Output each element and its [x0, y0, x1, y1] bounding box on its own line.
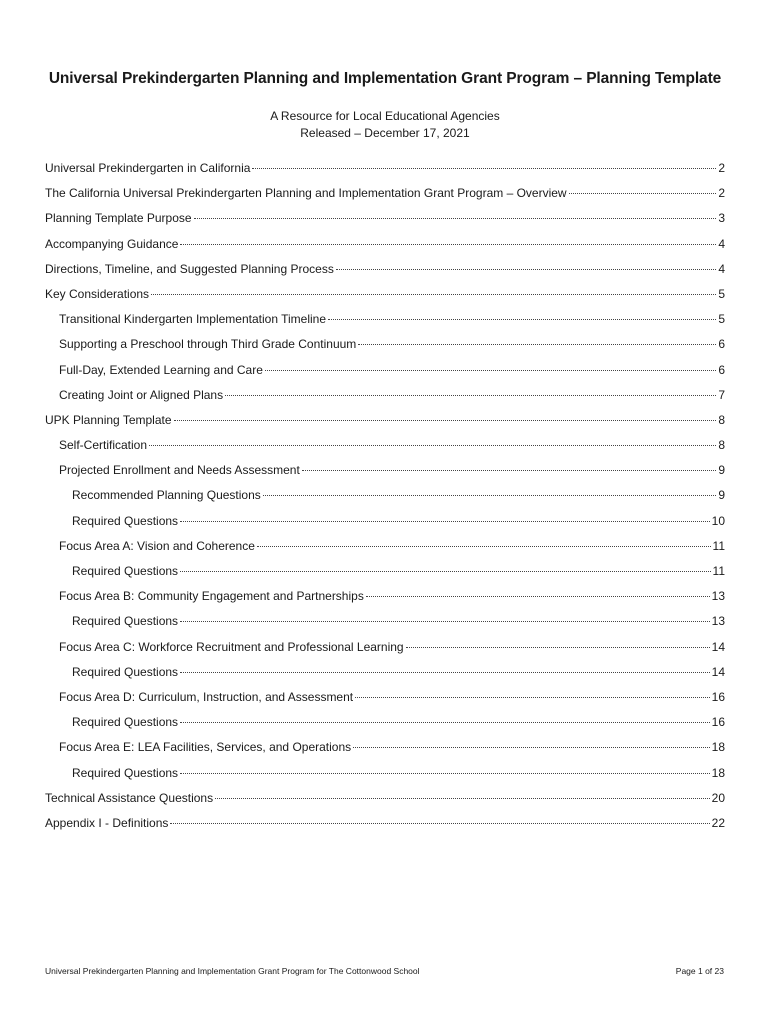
toc-entry[interactable]: [45, 262, 725, 287]
toc-entry-page: 8: [718, 438, 725, 453]
toc-entry-title: Full-Day, Extended Learning and Care: [59, 362, 263, 377]
toc-entry[interactable]: [45, 463, 725, 488]
toc-entry[interactable]: [45, 438, 725, 463]
toc-entry-title: UPK Planning Template: [45, 412, 172, 427]
toc-dot-leader: [366, 596, 710, 597]
toc-entry-title: Focus Area C: Workforce Recruitment and Professional Learning: [59, 639, 404, 654]
toc-entry[interactable]: [45, 589, 725, 614]
toc-entry[interactable]: [45, 614, 725, 639]
toc-entry[interactable]: [45, 211, 725, 236]
toc-dot-leader: [180, 244, 716, 245]
toc-entry-title: Self-Certification: [59, 438, 148, 453]
toc-entry-title: Required Questions: [72, 664, 179, 679]
toc-dot-leader: [180, 773, 710, 774]
toc-entry-page: 14: [711, 664, 725, 679]
toc-dot-leader: [151, 294, 716, 295]
toc-entry-page: 8: [718, 412, 725, 427]
toc-dot-leader: [180, 621, 710, 622]
toc-entry-page: 14: [711, 639, 725, 654]
toc-entry-title: Required Questions: [72, 513, 179, 528]
toc-dot-leader: [180, 571, 710, 572]
toc-entry-page: 13: [711, 614, 725, 629]
toc-entry[interactable]: [45, 715, 725, 740]
toc-entry-title: The California Universal Prekindergarten Planning and Implementation Grant Program – Overview: [45, 186, 567, 201]
toc-entry[interactable]: [45, 514, 725, 539]
toc-entry[interactable]: [45, 816, 725, 841]
toc-entry-title: Key Considerations: [45, 286, 150, 301]
table-of-contents: [45, 161, 725, 841]
toc-entry-title: Focus Area D: Curriculum, Instruction, and Assessment: [59, 689, 354, 704]
toc-dot-leader: [180, 672, 710, 673]
toc-dot-leader: [174, 420, 717, 421]
toc-entry-page: 18: [711, 740, 725, 755]
toc-entry[interactable]: [45, 287, 725, 312]
toc-entry[interactable]: [45, 539, 725, 564]
toc-entry-page: 22: [711, 815, 725, 830]
toc-entry-page: 20: [711, 790, 725, 805]
toc-entry-page: 9: [718, 463, 725, 478]
toc-entry-page: 5: [718, 312, 725, 327]
toc-entry[interactable]: [45, 237, 725, 262]
toc-entry-page: 13: [711, 589, 725, 604]
toc-entry[interactable]: [45, 388, 725, 413]
toc-dot-leader: [252, 168, 716, 169]
toc-dot-leader: [355, 697, 710, 698]
toc-entry[interactable]: [45, 186, 725, 211]
toc-entry-page: 16: [711, 715, 725, 730]
toc-entry-title: Focus Area B: Community Engagement and Partnerships: [59, 589, 364, 604]
toc-entry-page: 4: [718, 261, 725, 276]
toc-entry[interactable]: [45, 413, 725, 438]
toc-entry-title: Recommended Planning Questions: [72, 488, 261, 503]
release-date: Released – December 17, 2021: [300, 126, 470, 140]
toc-dot-leader: [328, 319, 716, 320]
toc-entry[interactable]: [45, 312, 725, 337]
toc-entry-title: Directions, Timeline, and Suggested Planning Process: [45, 261, 334, 276]
footer-document-name: Universal Prekindergarten Planning and Implementation Grant Program for The Cottonwood School: [45, 966, 420, 976]
toc-entry-page: 3: [718, 211, 725, 226]
toc-entry-page: 5: [718, 286, 725, 301]
toc-dot-leader: [569, 193, 717, 194]
toc-entry[interactable]: [45, 766, 725, 791]
document-title: Universal Prekindergarten Planning and Implementation Grant Program – Planning Template: [48, 70, 722, 87]
toc-entry-title: Creating Joint or Aligned Plans: [59, 387, 224, 402]
toc-entry[interactable]: [45, 161, 725, 186]
toc-entry-title: Universal Prekindergarten in California: [45, 161, 251, 175]
toc-entry-page: 11: [712, 564, 725, 578]
toc-entry-title: Focus Area E: LEA Facilities, Services, and Operations: [59, 740, 352, 755]
toc-entry-title: Planning Template Purpose: [45, 211, 192, 226]
toc-entry-title: Supporting a Preschool through Third Grade Continuum: [59, 337, 357, 352]
toc-dot-leader: [302, 470, 717, 471]
toc-entry-page: 7: [718, 387, 725, 402]
toc-dot-leader: [265, 370, 716, 371]
toc-entry-title: Required Questions: [72, 715, 179, 730]
toc-entry-page: 6: [718, 337, 725, 352]
toc-entry-title: Required Questions: [72, 765, 179, 780]
toc-dot-leader: [180, 722, 710, 723]
toc-entry-page: 10: [711, 513, 725, 528]
toc-entry-page: 18: [711, 765, 725, 780]
toc-entry-page: 2: [718, 186, 725, 201]
toc-entry-title: Projected Enrollment and Needs Assessment: [59, 463, 300, 478]
document-subtitle: A Resource for Local Educational Agencies: [270, 109, 500, 123]
toc-entry-page: 4: [718, 236, 725, 251]
toc-entry-title: Required Questions: [72, 614, 179, 629]
toc-entry[interactable]: [45, 791, 725, 816]
toc-dot-leader: [215, 798, 710, 799]
toc-entry-title: Transitional Kindergarten Implementation Timeline: [59, 312, 327, 327]
toc-entry[interactable]: [45, 337, 725, 362]
toc-entry-page: 2: [718, 161, 725, 175]
toc-entry-page: 9: [718, 488, 725, 503]
toc-entry[interactable]: [45, 564, 725, 589]
toc-entry-title: Appendix I - Definitions: [45, 815, 169, 830]
toc-entry-title: Required Questions: [72, 564, 179, 578]
toc-entry-title: Focus Area A: Vision and Coherence: [59, 538, 255, 553]
toc-dot-leader: [194, 218, 717, 219]
toc-entry[interactable]: [45, 665, 725, 690]
toc-entry[interactable]: [45, 740, 725, 765]
toc-dot-leader: [406, 647, 710, 648]
toc-dot-leader: [353, 747, 710, 748]
toc-dot-leader: [149, 445, 716, 446]
toc-dot-leader: [358, 344, 716, 345]
toc-entry[interactable]: [45, 488, 725, 513]
toc-entry-page: 11: [712, 538, 725, 553]
toc-dot-leader: [336, 269, 716, 270]
toc-entry[interactable]: [45, 640, 725, 665]
toc-entry-page: 6: [718, 362, 725, 377]
toc-entry[interactable]: [45, 363, 725, 388]
toc-dot-leader: [257, 546, 711, 547]
footer-page-number: Page 1 of 23: [675, 966, 724, 976]
toc-entry[interactable]: [45, 690, 725, 715]
toc-dot-leader: [263, 495, 717, 496]
toc-entry-title: Technical Assistance Questions: [45, 790, 214, 805]
toc-entry-page: 16: [711, 689, 725, 704]
toc-entry-title: Accompanying Guidance: [45, 236, 179, 251]
toc-dot-leader: [225, 395, 716, 396]
toc-dot-leader: [170, 823, 709, 824]
toc-dot-leader: [180, 521, 710, 522]
